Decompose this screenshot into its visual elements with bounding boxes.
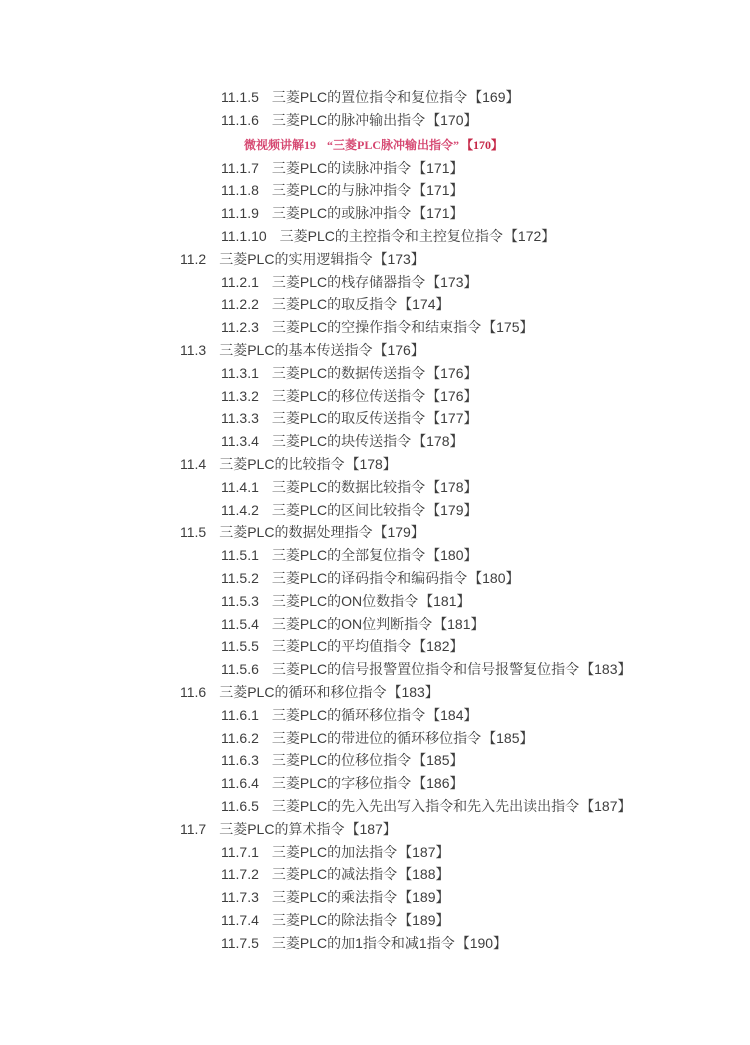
toc-entry-number: 11.7.3 [221,889,259,906]
toc-entry [0,362,750,385]
toc-entry-page: 【170】 [426,111,478,128]
toc-entry [0,86,750,109]
toc-section [0,453,750,476]
toc-entry [0,407,750,430]
toc-entry [0,271,750,294]
toc-entry-number: 11.1.9 [221,205,259,222]
toc-entry [0,727,750,750]
toc-entry-title: 三菱PLC的平均值指令 [271,638,412,655]
toc-entry-page: 【184】 [426,706,478,723]
toc-entry-page: 【183】 [580,661,632,678]
toc-entry-title: 三菱PLC的基本传送指令 [219,341,373,358]
toc-entry-page: 【177】 [426,410,478,427]
toc-entry [0,704,750,727]
toc-entry-number: 11.5 [180,524,207,541]
toc-entry [0,658,750,681]
toc-entry [0,499,750,522]
toc-entry-title: 三菱PLC的取反指令 [271,296,398,313]
toc-section [0,521,750,544]
video-note-page: 【170】 [461,137,504,152]
toc-entry-title: 三菱PLC的带进位的循环移位指令 [271,729,482,746]
table-of-contents [0,86,750,954]
toc-entry [0,590,750,613]
toc-entry-title: 三菱PLC的全部复位指令 [271,547,426,564]
toc-section [0,339,750,362]
toc-entry-title: 三菱PLC的区间比较指令 [271,501,426,518]
toc-entry-title: 三菱PLC的脉冲输出指令 [271,111,426,128]
toc-entry-page: 【175】 [482,319,534,336]
toc-entry-page: 【180】 [426,547,478,564]
toc-entry-number: 11.7.1 [221,843,259,860]
toc-entry [0,293,750,316]
toc-entry-page: 【189】 [398,911,450,928]
toc-entry-title: 三菱PLC的主控指令和主控复位指令 [279,227,503,244]
toc-entry-number: 11.3.2 [221,387,259,404]
toc-entry-number: 11.2.1 [221,273,259,290]
toc-entry-number: 11.6.1 [221,706,259,723]
toc-entry-page: 【178】 [426,478,478,495]
toc-entry-page: 【188】 [398,866,450,883]
toc-entry-number: 11.2 [180,250,207,267]
toc-entry [0,635,750,658]
toc-section [0,681,750,704]
toc-entry-number: 11.6 [180,683,207,700]
toc-entry-page: 【180】 [468,569,520,586]
toc-entry-number: 11.5.1 [221,547,259,564]
toc-entry [0,886,750,909]
toc-entry-page: 【183】 [387,683,439,700]
toc-entry-page: 【185】 [482,729,534,746]
toc-section [0,248,750,271]
toc-entry [0,109,750,132]
video-note-label: 微视频讲解19 [244,137,317,152]
toc-entry-title: 三菱PLC的数据处理指令 [219,524,373,541]
toc-entry [0,430,750,453]
toc-entry-page: 【187】 [398,843,450,860]
toc-entry [0,841,750,864]
toc-entry-number: 11.5.2 [221,569,259,586]
toc-entry-number: 11.3.4 [221,433,259,450]
toc-entry-title: 三菱PLC的ON位数指令 [271,592,419,609]
toc-entry-page: 【176】 [426,364,478,381]
toc-entry-page: 【171】 [412,182,464,199]
toc-entry-title: 三菱PLC的空操作指令和结束指令 [271,319,482,336]
toc-entry-page: 【173】 [373,250,425,267]
toc-entry-page: 【186】 [412,775,464,792]
toc-entry-page: 【176】 [426,387,478,404]
toc-entry-number: 11.7.5 [221,934,259,951]
toc-entry-number: 11.3 [180,341,207,358]
toc-entry-number: 11.5.5 [221,638,259,655]
toc-entry [0,225,750,248]
toc-entry-page: 【189】 [398,889,450,906]
toc-entry-title: 三菱PLC的字移位指令 [271,775,412,792]
toc-entry-number: 11.6.3 [221,752,259,769]
toc-entry-number: 11.6.2 [221,729,259,746]
toc-entry-title: 三菱PLC的乘法指令 [271,889,398,906]
toc-entry-title: 三菱PLC的除法指令 [271,911,398,928]
video-note [0,137,750,154]
toc-entry-page: 【179】 [373,524,425,541]
toc-entry-page: 【169】 [468,89,520,105]
toc-entry-title: 三菱PLC的位移位指令 [271,752,412,769]
toc-entry-title: 三菱PLC的移位传送指令 [271,387,426,404]
toc-entry-title: 三菱PLC的置位指令和复位指令 [271,89,468,105]
toc-entry-title: 三菱PLC的译码指令和编码指令 [271,569,468,586]
toc-entry-page: 【171】 [412,205,464,222]
toc-entry [0,385,750,408]
toc-entry-title: 三菱PLC的循环移位指令 [271,706,426,723]
toc-entry [0,544,750,567]
toc-entry-number: 11.3.3 [221,410,259,427]
toc-entry-number: 11.7 [180,820,207,837]
toc-entry-number: 11.7.4 [221,911,259,928]
toc-entry-page: 【187】 [345,820,397,837]
toc-entry-title: 三菱PLC的加1指令和减1指令 [271,934,455,951]
toc-entry-title: 三菱PLC的加法指令 [271,843,398,860]
toc-entry-title: 三菱PLC的先入先出写入指令和先入先出读出指令 [271,797,580,814]
toc-entry [0,202,750,225]
toc-entry-number: 11.4.2 [221,501,259,518]
toc-entry-number: 11.2.3 [221,319,259,336]
toc-entry-title: 三菱PLC的数据传送指令 [271,364,426,381]
toc-entry-number: 11.2.2 [221,296,259,313]
toc-entry [0,157,750,180]
toc-entry-page: 【185】 [412,752,464,769]
toc-entry-title: 三菱PLC的实用逻辑指令 [219,250,373,267]
toc-entry-number: 11.1.7 [221,159,259,176]
toc-entry-page: 【171】 [412,159,464,176]
toc-entry-title: 三菱PLC的栈存储器指令 [271,273,426,290]
toc-entry-page: 【190】 [455,934,508,951]
toc-entry-number: 11.4.1 [221,478,259,495]
toc-entry-page: 【178】 [412,433,464,450]
toc-entry-number: 11.1.8 [221,182,259,199]
toc-entry-number: 11.6.5 [221,797,259,814]
toc-entry-page: 【187】 [580,797,632,814]
toc-entry-page: 【178】 [345,455,397,472]
toc-entry-page: 【181】 [433,615,485,632]
video-note-quote: “三菱PLC脉冲输出指令” [327,137,460,152]
toc-entry-title: 三菱PLC的减法指令 [271,866,398,883]
toc-entry-page: 【179】 [426,501,478,518]
toc-entry [0,316,750,339]
toc-entry-title: 三菱PLC的数据比较指令 [271,478,426,495]
toc-entry-number: 11.6.4 [221,775,259,792]
toc-entry-title: 三菱PLC的比较指令 [219,455,345,472]
toc-section [0,818,750,841]
toc-entry [0,909,750,932]
toc-entry-title: 三菱PLC的读脉冲指令 [271,159,412,176]
toc-entry-title: 三菱PLC的块传送指令 [271,433,412,450]
toc-entry-number: 11.1.10 [221,227,267,244]
toc-entry [0,932,750,955]
toc-entry [0,772,750,795]
toc-entry-title: 三菱PLC的循环和移位指令 [219,683,387,700]
toc-entry [0,567,750,590]
toc-entry-number: 11.5.4 [221,615,259,632]
toc-entry-page: 【182】 [412,638,464,655]
toc-entry-number: 11.1.6 [221,111,259,128]
toc-entry [0,476,750,499]
toc-entry-title: 三菱PLC的信号报警置位指令和信号报警复位指令 [271,661,580,678]
toc-entry [0,179,750,202]
toc-entry-page: 【172】 [503,227,556,244]
toc-entry-number: 11.1.5 [221,89,259,105]
toc-entry-number: 11.5.6 [221,661,259,678]
toc-entry [0,749,750,772]
toc-entry-number: 11.7.2 [221,866,259,883]
toc-entry-page: 【174】 [398,296,450,313]
toc-entry-number: 11.5.3 [221,592,259,609]
toc-entry-title: 三菱PLC的或脉冲指令 [271,205,412,222]
toc-entry-page: 【181】 [419,592,471,609]
toc-entry [0,863,750,886]
toc-entry-page: 【176】 [373,341,425,358]
toc-entry-page: 【173】 [426,273,478,290]
toc-entry-number: 11.3.1 [221,364,259,381]
toc-entry-title: 三菱PLC的取反传送指令 [271,410,426,427]
toc-entry-title: 三菱PLC的算术指令 [219,820,345,837]
toc-entry-title: 三菱PLC的ON位判断指令 [271,615,433,632]
toc-entry-number: 11.4 [180,455,207,472]
toc-entry-title: 三菱PLC的与脉冲指令 [271,182,412,199]
toc-entry [0,795,750,818]
toc-entry [0,613,750,636]
